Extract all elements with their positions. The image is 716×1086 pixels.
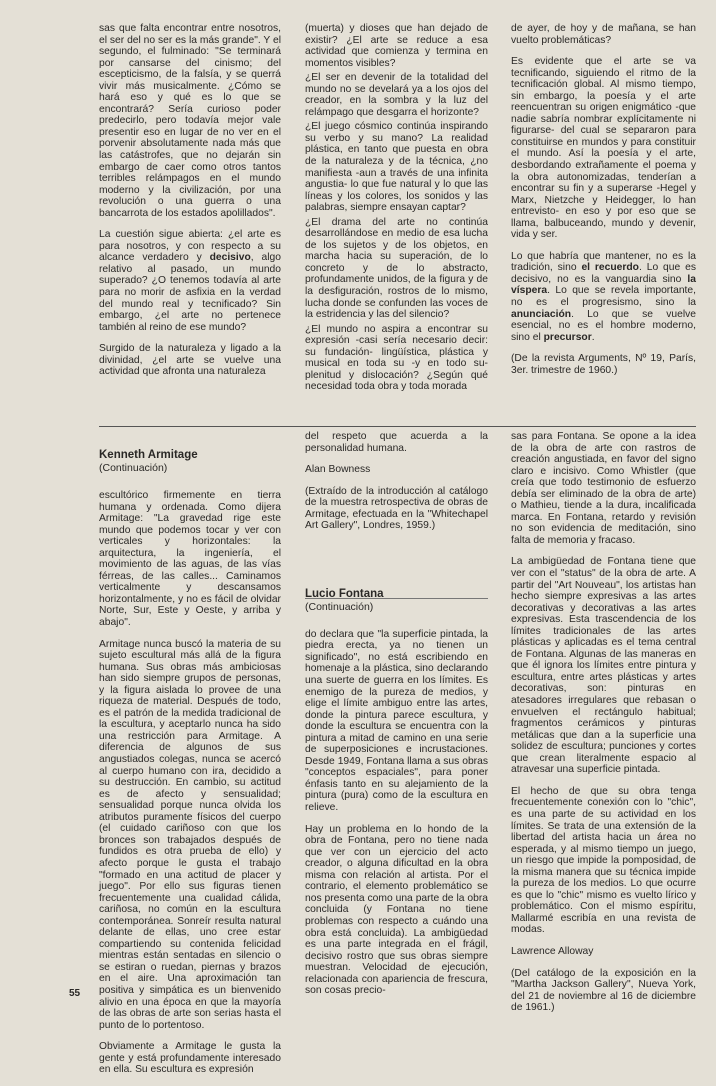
paragraph: Hay un problema en lo hondo de la obra de Fontana, pero no tiene nada que ver con un ejercicio del acto creador, o alguna dificultad en la obra misma con relación al artista. Por el contrario, el elemento problemático se nos presenta como una parte de la obra concluida (y Fontana no tiene problemas con respecto a cuándo una obra está concluida). La ambigüedad es una parte integrada en el frágil, decisivo rostro que sus obras siempre muestran. Velocidad de ejecución, relacionada con apariencia de frescura, son cosas precio- (305, 823, 488, 997)
article-subtitle: (Continuación) (305, 600, 374, 613)
source-note: (De la revista Arguments, Nº 19, París, 3er. trimestre de 1960.) (511, 353, 696, 376)
paragraph: Armitage nunca buscó la materia de su sujeto escultural más allá de la figura humana. Sus obras más ambiciosas han sido siempre grupos de personas, y la figura aislada lo provee de una riqueza de material. Después de todo, es el patrón de la medida tradicional de la escultura, y aceptarlo nunca ha sido una restricción para Armitage. A diferencia de algunos de sus angustiados colegas, nunca se acercó al cuerpo humano con ira, decidido a su destrucción. En cambio, su actitud es de afecto y sensualidad; sensualidad porque nunca olvida los atributos puramente físicos del cuerpo (el cuidado cariñoso con que los bronces son trabajados después de fundidos es otra prueba de ello) y afecto porque le gusta el trabajo "formado en una actitud de placer y juego". Por ello sus figuras tienen frecuentemente una cualidad cálida, cariñosa, no común en la escultura contemporánea. Sonreír resulta natural delante de ellas, uno cree estar compartiendo su contenida felicidad mientras están sentadas en silencio o se estiran o ruedan, piernas y brazos en el aire. Una aproximación tan positiva y simpática es un bienvenido alivio en una época en que la mayoría de las obras de arte son serias hasta el punto de lo portentoso. (99, 638, 281, 1031)
text-run: Lo que habría que mantener, no es la tradición, sino (511, 250, 696, 274)
bottom-column-2 (305, 431, 488, 1007)
article-title: Kenneth Armitage (99, 449, 198, 461)
text-run: . Lo que se revela importante, no es el progresismo, sino la (511, 285, 696, 309)
top-column-3 (511, 23, 696, 386)
article-title: Lucio Fontana (305, 587, 384, 600)
paragraph: La ambigüedad de Fontana tiene que ver con el "status" de la obra de arte. A partir del "Art Nouveau", los artistas han hecho siempre expresivas a las artes decorativas y decorativas a las artes expresivas. Esta trascendencia de los límites tradicionales de las artes plásticas y aplicadas es el tema central de Fontana. Algunas de las maneras en que él ignora los límites entre pintura y escultura, entre artes plásticas y artes decorativas, son: pinturas en atesadores irregulares que rebasan o envuelven el rectángulo habitual; fragmentos cerámicos y pinturas metálicas que dan a la superficie una solidez de escultura; punciones y cortes que crean literalmente espacio al atravesar una superficie pintada. (511, 556, 696, 776)
emphasis-decisivo: decisivo (209, 252, 251, 264)
paragraph: sas para Fontana. Se opone a la idea de la obra de arte con rastros de creación angustiada, en favor del signo claro e incisivo. Como Whistler (que creía que todo testimonio de esfuerzo debía ser eliminado de la obra de arte) o Mathieu, tiende a la dura, incalificada marca. En Fontana, retardo y revisión no son evidencia de meditación, sino falta de memoria y fracaso. (511, 431, 696, 546)
paragraph (511, 251, 696, 343)
emphasis: anunciación (511, 308, 572, 320)
paragraph: do declara que "la superficie pintada, la piedra erecta, ya no tienen un significado", no está escribiendo en homenaje a la plástica, sino declarando una suerte de guerra en los límites. Es enemigo de la pureza de medios, y elige el límite ambiguo entre las artes, donde la pintura parece escultura, y donde la escultura se encuentra con la pintura a mitad de camino en una serie de superposiciones e incrustaciones. Desde 1949, Fontana llama a sus obras "conceptos espaciales", para poner énfasis tanto en su alejamiento de la pintura (pura) como de la escultura en relieve. (305, 628, 488, 814)
paragraph: de ayer, de hoy y de mañana, se han vuelto problemáticas? (511, 23, 696, 46)
author: Alan Bowness (305, 464, 371, 476)
text-run: La cuestión sigue abierta: ¿el arte es para nosotros, y con respecto a su alcance verdadero y (99, 229, 281, 264)
article-subtitle: (Continuación) (99, 462, 168, 474)
paragraph: El hecho de que su obra tenga frecuentemente conexión con lo "chic", es una parte de su actividad en los límites. Se trata de una extensión de la libertad del artista hacia un área no esperada, y al mismo tiempo un juego, un riesgo que impide la pomposidad, de la misma manera que su técnica impide la pureza de los medios. Lo que ocurre es que lo "chic" mismo es vuelto lírico y problemático. Con el mismo espíritu, Mallarmé escribía en una revista de modas. (511, 785, 696, 936)
section-divider (99, 426, 696, 427)
bottom-column-1 (99, 449, 281, 1086)
source-note: (Del catálogo de la exposición en la "Martha Jackson Gallery", Nueva York, del 21 de noviembre al 16 de diciembre de 1961.) (511, 967, 696, 1014)
paragraph (99, 229, 281, 333)
paragraph: Es evidente que el arte se va tecnificando, siguiendo el ritmo de la tecnificación global. Al mismo tiempo, sin embargo, la poesía y el arte reencuentran su origen enigmático -que nadie sabría nombrar explícitamente ni figurarse- del cual se separaron para constituirse en mundos y para constituir el mundo. Así la poesía y el arte, desbordando extrañamente el poema y la obra autonomizadas, tenderían a encontrar su fin y a superarse -Hegel y Marx, Nietzche y Heidegger, lo han entrevisto- en eso y por eso que se llama, balbuceando, mundo y devenir, vida y ser. (511, 56, 696, 241)
bottom-column-3 (511, 431, 696, 1024)
paragraph: sas que falta encontrar entre nosotros, el ser del no ser es la más grande". Y el segundo, el fulminado: "Se terminará por cansarse del cinismo; del escepticismo, de la falsía, y se querrá vivir más musicalmente. ¿Cómo se hará eso y qué es lo que se encontrará? Sería curioso poder predecirlo, pero todavía mejor vale presentir eso en lugar de no ver en el porvenir absolutamente nada más que las catástrofes, que no dejarán sin embargo de caer como otros tantos terribles relámpagos en el mundo moderno y la civilización, por una revolución o una guerra o una bancarrota de los estados apolillados". (99, 23, 281, 219)
paragraph: (muerta) y dioses que han dejado de existir? ¿El arte se reduce a esa actividad que comienza y termina en momentos visibles? (305, 23, 488, 69)
source-note: (Extraído de la introducción al catálogo de la muestra retrospectiva de obras de Armitage, efectuada en la "Whitechapel Art Gallery", Londres, 1959.) (305, 485, 488, 532)
paragraph: ¿El mundo no aspira a encontrar su expresión -casi sería necesario decir: su fundación- lingüística, plástica y musical en toda su -y en todo su- plenitud y dislocación? ¿Según qué necesidad toda obra y toda morada (305, 323, 488, 393)
top-column-2 (305, 23, 488, 396)
page-number: 55 (69, 988, 81, 999)
paragraph: escultórico firmemente en tierra humana y ordenada. Como dijera Armitage: "La gravedad rige este mundo que podemos tocar y ver con verticales y horizontales: la arquitectura, la ingeniería, el movimiento de las aguas, de las vías férreas, de las calles... Caminamos verticalmente y descansamos horizontalmente, y no es fácil de olvidar Norte, Sur, Este y Oeste, y arriba y abajo". (99, 490, 281, 629)
paragraph: ¿El juego cósmico continúa inspirando su verbo y su mano? La realidad plástica, en tanto que puesta en obra de la naturaleza y de la técnica, ¿no manifiesta -aun a través de una infinita angustia- lo que fue natural y lo que las líneas y los colores, los sonidos y las palabras, siempre ensayan captar? (305, 121, 488, 214)
text-run: . (591, 331, 595, 343)
paragraph: Obviamente a Armitage le gusta la gente y está profundamente interesado en ella. Su escultura es expresión (99, 1041, 281, 1076)
paragraph: ¿El drama del arte no continúa desarrollándose en medio de esa lucha de los sujetos y de los objetos, en marcha hacia su superación, de lo concreto y de lo abstracto, profundamente unidos, de la figura y de la desfiguración, rostros de lo mismo, lucha donde se confunden las voces de la estridencia y las del silencio? (305, 216, 488, 321)
paragraph: del respeto que acuerda a la personalidad humana. (305, 431, 488, 454)
paragraph: Surgido de la naturaleza y ligado a la divinidad, ¿el arte se vuelve una actividad que afronta una naturaleza (99, 343, 281, 378)
text-run: . Lo que se vuelve esencial, no es el hombre moderno, sino el (511, 308, 696, 343)
emphasis: el recuerdo (581, 262, 639, 274)
author: Lawrence Alloway (511, 945, 594, 957)
emphasis: precursor (543, 331, 592, 343)
emphasis: la víspera (511, 273, 696, 297)
text-run: . Lo que es decisivo, no es la vanguardia sino (511, 262, 696, 285)
text-run: , algo relativo al pasado, un mundo superado? ¿O tenemos todavía al arte para no morir de asfixia en la verdad del mundo real y tecnificado? Sin embargo, ¿el arte no pertenece también al reino de ese mundo? (99, 252, 281, 333)
article-divider (305, 598, 488, 599)
paragraph: ¿El ser en devenir de la totalidad del mundo no se develará ya a los ojos del creador, en la sombra y la luz del relámpago que desgarra el horizonte? (305, 72, 488, 118)
top-column-1 (99, 23, 281, 388)
